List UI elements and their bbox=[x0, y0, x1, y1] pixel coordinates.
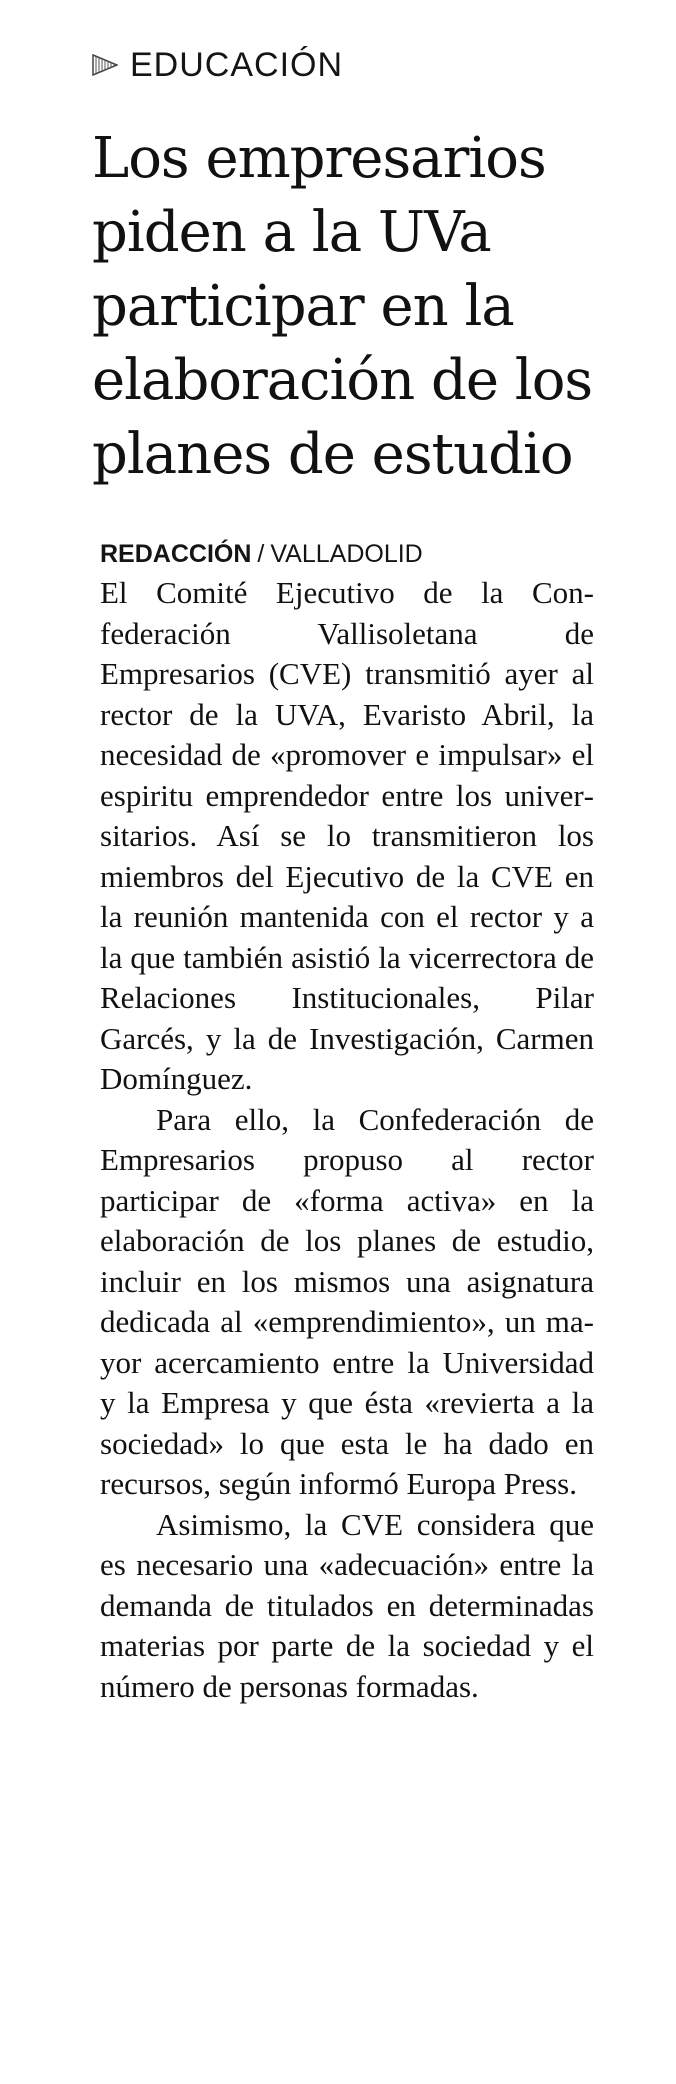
byline-separator: / bbox=[257, 540, 265, 568]
headline-line: participar en la bbox=[92, 274, 514, 339]
article-paragraph: Para ello, la Confederación de Empresarios propuso al rector participar de «forma activa» en la elaboración de los planes de estudio, incluir en los mismos una asignatura dedicada al «emprendimiento», un mayor acercamiento entre la Universidad y la Empresa y que ésta «revierta a la sociedad» lo que esta le ha dado en recursos, según informó Europa Press. bbox=[100, 1101, 594, 1501]
headline-line: Los empresarios bbox=[92, 126, 546, 191]
triangle-arrow-icon bbox=[92, 54, 118, 76]
section-label: EDUCACIÓN bbox=[130, 45, 344, 84]
headline-line: piden a la UVa bbox=[92, 200, 491, 265]
headline bbox=[92, 122, 662, 492]
byline-location: VALLADOLID bbox=[270, 540, 423, 568]
article-body bbox=[100, 573, 594, 1707]
headline-line: elaboración de los bbox=[92, 348, 593, 413]
byline-author: REDACCIÓN bbox=[100, 540, 252, 568]
article-paragraph: Asimismo, la CVE considera que es necesario una «adecuación» entre la demanda de titulados en determinadas materias por parte de la sociedad y el número de personas formadas. bbox=[100, 1506, 594, 1704]
section-header bbox=[92, 40, 343, 90]
article-paragraph: El Comité Ejecutivo de la Confederación Vallisoletana de Empresarios (CVE) transmitió ayer al rector de la UVA, Evaristo Abril, la necesidad de «promover e impulsar» el espiritu emprendedor entre los universitarios. Así se lo transmitieron los miembros del Ejecutivo de la CVE en la reunión mantenida con el rector y a la que también asistió la vicerrectora de Relaciones Institucionales, Pilar Garcés, y la de Investigación, Carmen Domínguez. bbox=[100, 575, 594, 1096]
byline bbox=[100, 536, 423, 572]
headline-line: planes de estudio bbox=[92, 422, 573, 487]
